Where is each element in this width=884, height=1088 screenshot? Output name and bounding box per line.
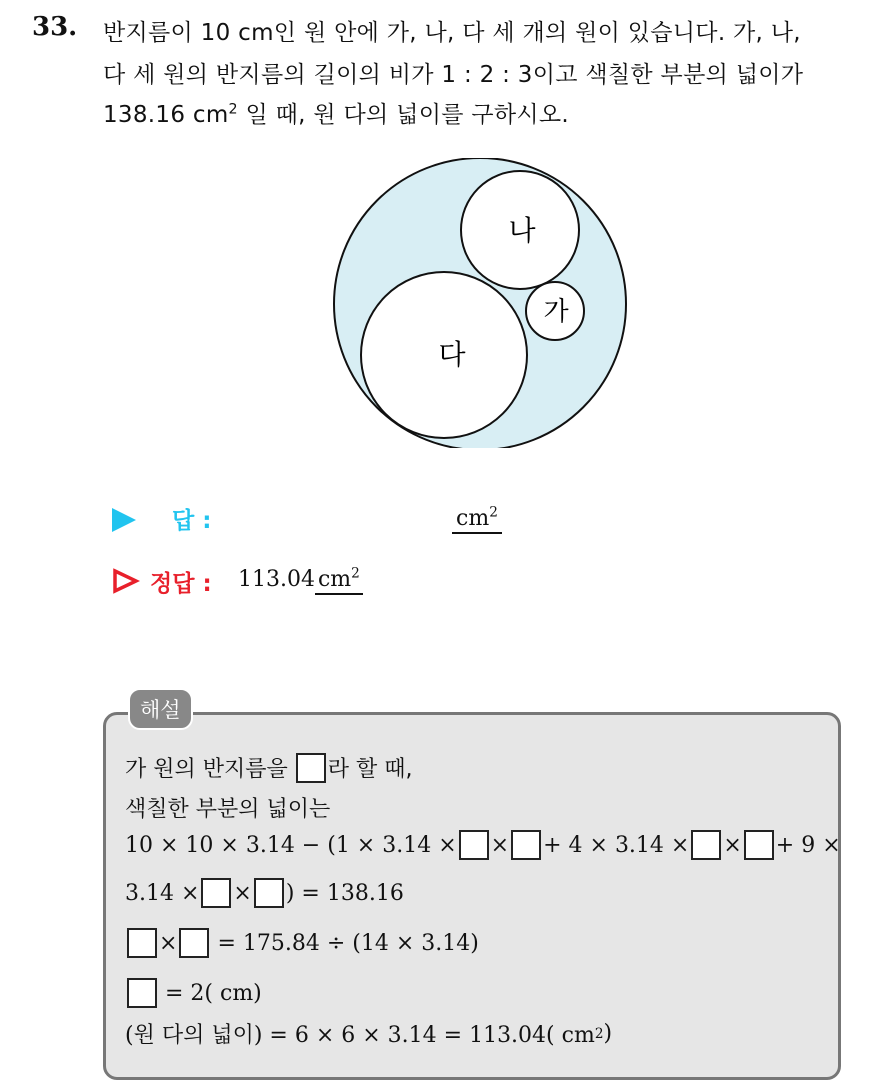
answer-arrow-icon: [112, 508, 136, 532]
solution-line-7: (원 다의 넓이) = 6 × 6 × 3.14 = 113.04( cm 2 ): [125, 1018, 612, 1049]
solution-tag: 해설: [128, 688, 193, 730]
answer-unit-text: cm: [456, 506, 490, 531]
question-number: 33.: [32, 12, 78, 42]
correct-unit-text: cm: [317, 567, 352, 592]
question-text-tail: 일 때, 원 다의 넓이를 구하시오.: [237, 102, 570, 128]
blank-box: [127, 928, 157, 958]
answer-label: 답 :: [172, 508, 212, 534]
correct-answer: [238, 567, 363, 592]
question-text-line-1: 반지름이 10 cm인 원 안에 가, 나, 다 세 개의 원이 있습니다. 가, 나,: [103, 20, 801, 46]
solution-math: + 9 ×: [775, 832, 841, 858]
question-area-value: 138.16 cm: [103, 102, 229, 128]
question-text-line-3: [103, 96, 569, 129]
solution-line-3: [125, 830, 841, 860]
solution-math: ×: [490, 832, 510, 858]
label-na: 나: [508, 214, 536, 247]
blank-box: [459, 830, 489, 860]
blank-box: [179, 928, 209, 958]
label-da: 다: [438, 338, 466, 371]
label-ga: 가: [543, 297, 569, 327]
blank-box: [511, 830, 541, 860]
solution-math: ×: [159, 930, 178, 956]
solution-line-4: [125, 878, 404, 908]
solution-math: ×: [233, 880, 252, 906]
solution-math: = 175.84 ÷ (14 × 3.14): [217, 930, 479, 956]
blank-box: [127, 978, 157, 1008]
solution-text: 색칠한 부분의 넓이는: [125, 797, 331, 822]
blank-box: [254, 878, 284, 908]
blank-box: [744, 830, 774, 860]
circles-figure: [330, 158, 630, 448]
correct-label: 정답 :: [150, 571, 212, 597]
blank-box: [296, 753, 326, 783]
solution-math: 3.14 ×: [125, 880, 200, 906]
solution-math: ×: [723, 832, 742, 858]
solution-text: 라 할 때,: [327, 757, 413, 782]
solution-line-2: [125, 792, 330, 823]
solution-line-6: [125, 978, 262, 1008]
question-area-exponent: 2: [228, 101, 238, 118]
correct-value: 113.04: [238, 567, 315, 592]
blank-box: [691, 830, 721, 860]
solution-math: ) = 138.16: [285, 880, 404, 906]
solution-math: (원 다의 넓이) = 6 × 6 × 3.14 = 113.04( cm: [125, 1023, 595, 1048]
correct-unit: [315, 567, 363, 595]
question-text-line-2: 다 세 원의 반지름의 길이의 비가 1 : 2 : 3이고 색칠한 부분의 넓이가: [103, 62, 804, 88]
solution-line-5: [125, 928, 479, 958]
answer-unit-exponent: 2: [489, 504, 498, 521]
solution-math: = 2( cm): [165, 980, 262, 1006]
correct-unit-exponent: 2: [351, 565, 360, 582]
answer-unit[interactable]: [452, 506, 502, 534]
solution-line-1: [125, 752, 413, 783]
solution-text: 가 원의 반지름을: [125, 757, 288, 782]
blank-box: [201, 878, 231, 908]
correct-arrow-icon: [112, 568, 140, 594]
solution-math: 10 × 10 × 3.14 − (1 × 3.14 ×: [125, 832, 457, 858]
solution-math: ): [603, 1021, 613, 1046]
solution-math: + 4 × 3.14 ×: [543, 832, 690, 858]
